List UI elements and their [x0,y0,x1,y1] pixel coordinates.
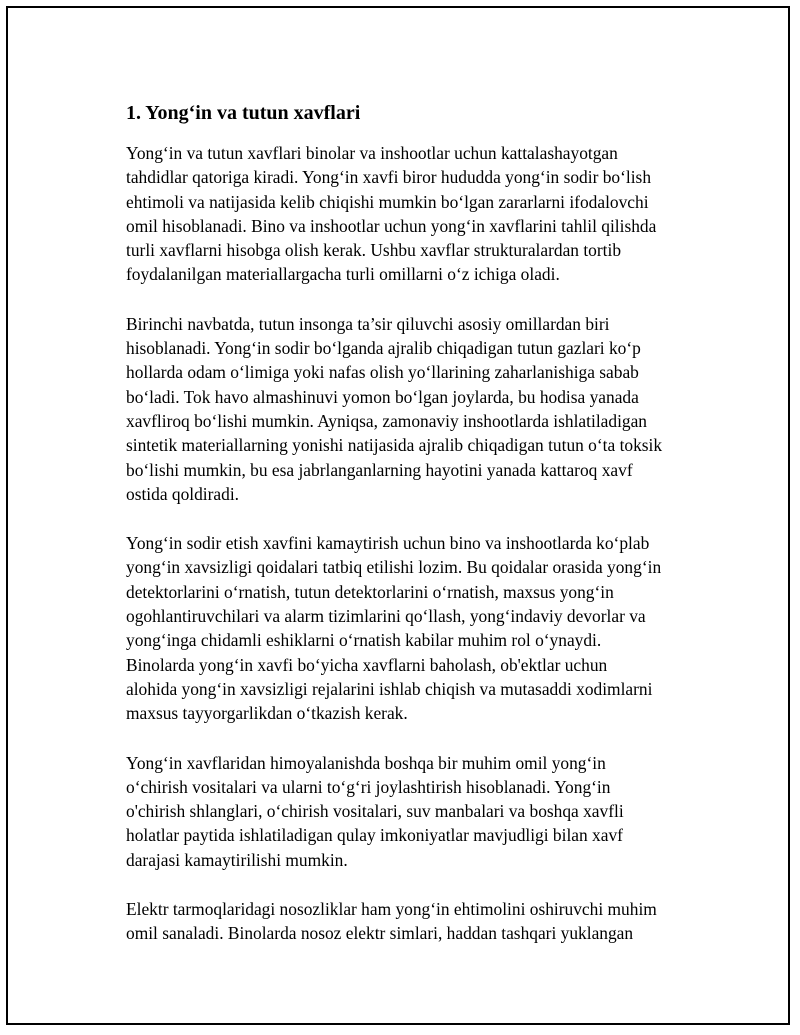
text-line: Yong‘in va tutun xavflari binolar va inshootlar uchun kattalashayotgan [126,143,618,163]
text-line: omil hisoblanadi. Bino va inshootlar uchun yong‘in xavflarini tahlil qilishda [126,215,657,236]
text-line: hollarda odam o‘limiga yoki nafas olish yo‘llarining zaharlanishiga sabab [126,362,639,383]
paragraph-1 [126,141,706,287]
text-line: Elektr tarmoqlaridagi nosozliklar ham yong‘in ehtimolini oshiruvchi muhim [126,899,657,920]
text-line: maxsus tayyorgarlikdan o‘tkazish kerak. [126,703,408,724]
paragraph-5 [126,897,706,946]
text-line: yong‘in xavsizligi qoidalari tatbiq etilishi lozim. Bu qoidalar orasida yong‘in [126,557,662,578]
text-line: omil sanaladi. Binolarda nosoz elektr simlari, haddan tashqari yuklangan [126,923,634,944]
text-line: alohida yong‘in xavsizligi rejalarini ishlab chiqish va mutasaddi xodimlarni [126,678,653,699]
text-line: o‘chirish vositalari va ularni to‘g‘ri joylashtirish hisoblanadi. Yong‘in [126,776,611,797]
text-line: turli xavflarni hisobga olish kerak. Ushbu xavflar strukturalardan tortib [126,240,622,261]
text-line: yong‘inga chidamli eshiklarni o‘rnatish kabilar muhim rol o‘ynaydi. [126,630,602,651]
text-line: bo‘ladi. Tok havo almashinuvi yomon bo‘lgan joylarda, bu hodisa yanada [126,386,639,407]
text-line: ostida qoldiradi. [126,483,240,504]
text-line: Yong‘in xavflaridan himoyalanishda boshqa bir muhim omil yong‘in [126,752,606,773]
paragraph-3 [126,531,706,725]
text-line: ogohlantiruvchilari va alarm tizimlarini qo‘llash, yong‘indaviy devorlar va [126,606,646,627]
text-line: sintetik materiallarning yonishi natijasida ajralib chiqadigan tutun o‘ta toksik [126,435,663,456]
text-line: tahdidlar qatoriga kiradi. Yong‘in xavfi biror hududda yong‘in sodir bo‘lish [126,167,652,188]
text-line: bo‘lishi mumkin, bu esa jabrlanganlarning hayotini yanada kattaroq xavf [126,459,633,480]
text-line: darajasi kamaytirilishi mumkin. [126,849,348,870]
paragraph-2 [126,312,706,506]
section-heading: 1. Yong‘in va tutun xavflari [126,102,361,124]
text-line: Birinchi navbatda, tutun insonga ta’sir qiluvchi asosiy omillardan biri [126,313,610,334]
text-line: holatlar paytida ishlatiladigan qulay imkoniyatlar mavjudligi bilan xavf [126,825,623,846]
text-line: Binolarda yong‘in xavfi bo‘yicha xavflarni baholash, ob'ektlar uchun [126,654,608,675]
document-body [126,100,706,971]
text-line: foydalanilgan materiallargacha turli omillarni o‘z ichiga oladi. [126,264,560,285]
page-frame [6,6,790,1025]
paragraph-4 [126,751,706,872]
text-line: o'chirish shlanglari, o‘chirish vositalari, suv manbalari va boshqa xavfli [126,801,624,822]
text-line: ehtimoli va natijasida kelib chiqishi mumkin bo‘lgan zararlarni ifodalovchi [126,191,649,212]
text-line: hisoblanadi. Yong‘in sodir bo‘lganda ajralib chiqadigan tutun gazlari ko‘p [126,338,641,359]
text-line: detektorlarini o‘rnatish, tutun detektorlarini o‘rnatish, maxsus yong‘in [126,581,614,602]
text-line: Yong‘in sodir etish xavfini kamaytirish uchun bino va inshootlarda ko‘plab [126,533,650,554]
paragraph-list [126,141,706,946]
text-line: xavfliroq bo‘lishi mumkin. Ayniqsa, zamonaviy inshootlarda ishlatiladigan [126,410,648,431]
